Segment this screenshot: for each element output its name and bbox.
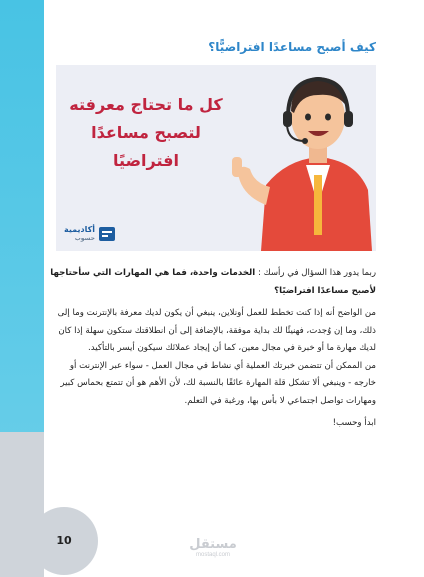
intro-question: الخدمات واحدة، فما هي المهارات التي سأحتاجها لأصبح مساعدًا افتراضيًا؟ xyxy=(50,268,376,296)
intro-text: ربما يدور هذا السؤال في رأسك : xyxy=(257,268,376,278)
body-text xyxy=(46,265,376,433)
banner-headline: كل ما تحتاج معرفته لتصبح مساعدًا افتراضيًا xyxy=(69,95,223,170)
intro-paragraph xyxy=(46,265,376,300)
banner-image xyxy=(56,65,376,251)
logo-text: أكاديمية xyxy=(64,225,95,234)
side-stripe xyxy=(0,0,44,577)
paragraph-1: من الواضح أنه إذا كنت تخطط للعمل أونلاين، ينبغي أن يكون لديك معرفة بالإنترنت وما إلى ذلك، وما إن وُجدت، فهنيئًا لك بداية موفقة، بالإضافة إلى أن انطلاقتك ستكون سهلة إذا كان لديك مهارة ما أو خبرة في مجال معين، كما أن إيجاد عملائك سيكون أيسر بالتأكيد. xyxy=(57,308,376,353)
watermark-main: مستقل xyxy=(189,537,237,552)
page-title: كيف أصبح مساعدًا افتراضيًّا؟ xyxy=(208,40,376,54)
watermark-sub: mostaql.com xyxy=(195,552,230,558)
closing-line: ابدأ وحسب! xyxy=(332,418,376,428)
paragraph-2: من الممكن أن تتضمن خبرتك العملية أي نشاط في مجال العمل - سواء عبر الإنترنت أو خارجه - وينبغي ألا تشكل قلة المهارة عائقًا بالنسبة لك، لأن الأهم هو أن تتمتع بحماس كبير ومهارات تواصل اجتماعي لا بأس بها، ورغبة في التعلم. xyxy=(60,360,376,406)
logo-subtext: حسوب xyxy=(74,235,95,242)
mostaql-watermark xyxy=(178,537,248,558)
page-number: 10 xyxy=(56,534,72,547)
page-number-badge xyxy=(30,507,98,575)
hsoub-logo-icon xyxy=(99,227,115,241)
academy-logo xyxy=(64,225,115,243)
